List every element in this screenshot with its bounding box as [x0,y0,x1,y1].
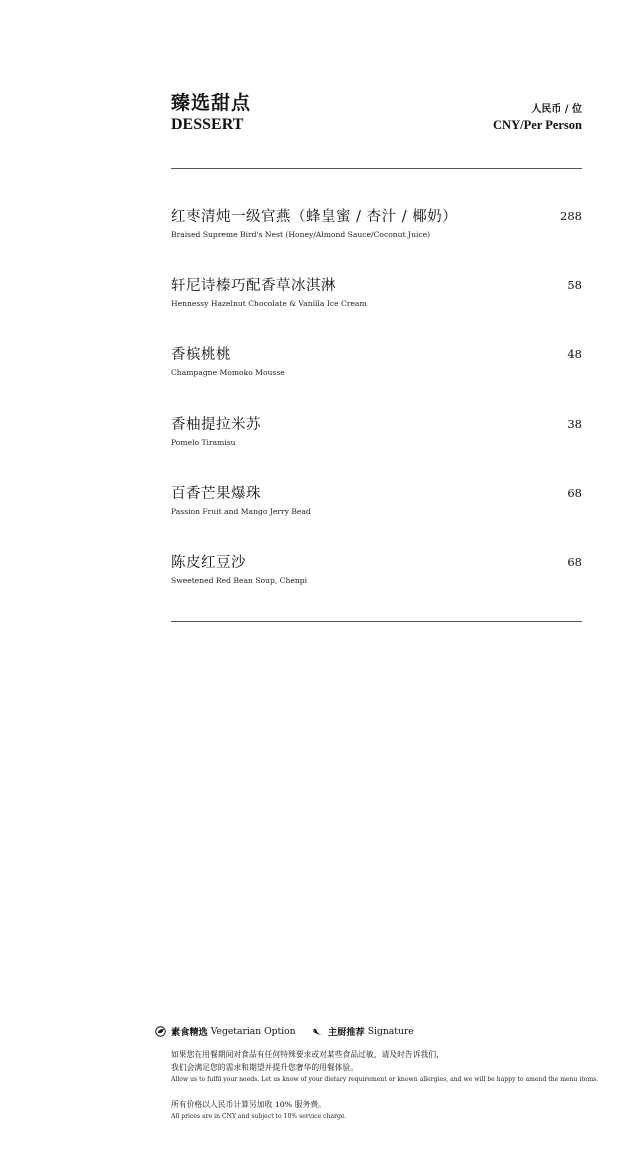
item-name-english: Hennessy Hazelnut Chocolate & Vanilla Ice Cream [171,299,367,309]
legend-vegetarian-chinese: 素食精选 [171,1027,208,1038]
section-title-english: DESSERT [171,116,244,133]
item-price: 68 [567,554,582,569]
currency-label-chinese: 人民币 / 位 [531,104,582,115]
item-name-english: Braised Supreme Bird's Nest (Honey/Almond Sauce/Coconut Juice) [171,230,431,239]
item-name-english: Pomelo Tiramisu [171,437,236,447]
menu-item [171,343,582,412]
section-title-chinese: 臻选甜点 [171,92,252,114]
item-price: 288 [560,209,582,223]
item-name-chinese: 轩尼诗榛巧配香草冰淇淋 [171,278,336,295]
dietary-note-chinese-line-2: 我们会满足您的需求和期望并提升您奢华的用餐体验。 [171,1063,359,1072]
chef-hat-icon [312,1026,323,1037]
item-name-english: Passion Fruit and Mango Jerry Bead [171,506,311,516]
legend [155,1024,595,1040]
item-name-chinese: 香柚提拉米苏 [171,416,261,433]
menu-header [171,88,582,136]
menu-item-list [171,205,582,620]
legend-vegetarian [155,1024,296,1038]
dietary-note-english: Allow us to fulfil your needs. Let us know of your dietary requirement or known allergies, and we will be happy to amend the menu items. [171,1076,599,1083]
item-name-chinese: 百香芒果爆珠 [171,485,261,502]
legend-vegetarian-english: Vegetarian Option [210,1025,296,1037]
item-name-english: Champagne Momoko Mousse [171,368,285,378]
top-divider [171,168,582,169]
item-name-chinese: 陈皮红豆沙 [171,554,246,571]
menu-item [171,413,582,482]
item-name-english: Sweetened Red Bean Soup, Chenpi [171,575,308,585]
item-name-chinese: 香槟桃桃 [171,347,231,364]
menu-item [171,551,582,620]
dietary-note-chinese-line-1: 如果您在用餐期间对食品有任何特殊要求或对某些食品过敏，请及时告诉我们， [171,1050,444,1059]
item-price: 38 [567,416,582,431]
price-note [171,1098,601,1122]
menu-footer [155,1024,599,1120]
item-price: 48 [567,347,582,362]
legend-signature-chinese: 主厨推荐 [328,1027,365,1038]
item-price: 58 [567,278,582,293]
menu-item [171,274,582,343]
dietary-note [171,1048,601,1085]
price-note-chinese: 所有价格以人民币计算另加收 10% 服务费。 [171,1100,326,1109]
leaf-circle-icon [155,1026,166,1037]
item-price: 68 [567,485,582,500]
menu-item [171,205,582,274]
legend-signature [312,1024,414,1038]
currency-label-english: CNY/Per Person [493,118,582,132]
bottom-divider [171,621,582,622]
item-name-chinese: 红枣清炖一级官燕（蜂皇蜜 / 杏汁 / 椰奶） [171,209,458,225]
menu-item [171,482,582,551]
price-note-english: All prices are in CNY and subject to 10% service charge. [171,1113,347,1120]
legend-signature-english: Signature [367,1025,414,1037]
